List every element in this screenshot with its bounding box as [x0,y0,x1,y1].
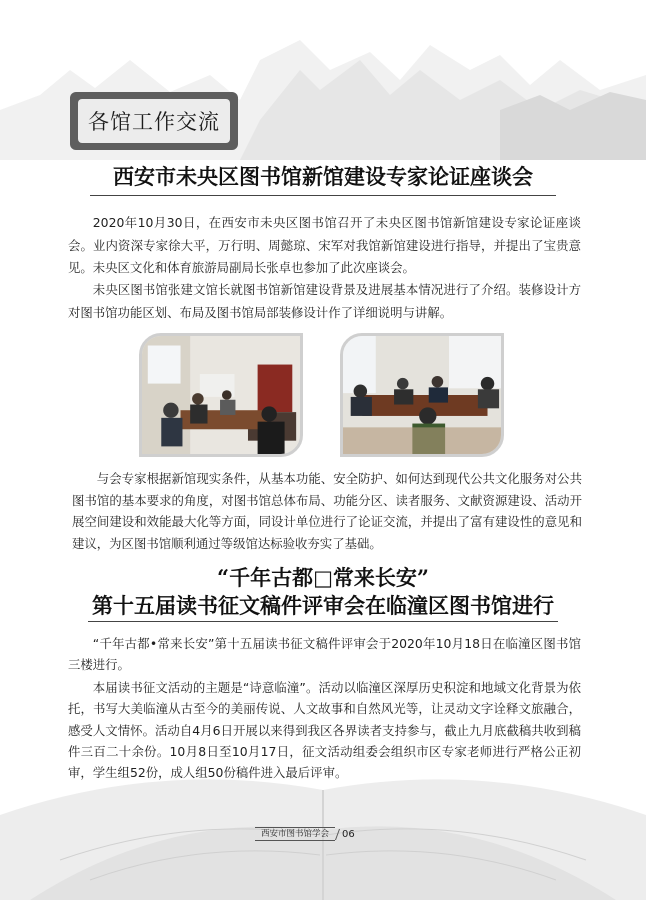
article2-paragraph-2: 本届读书征文活动的主题是“诗意临潼”。活动以临潼区深厚历史积淀和地域文化背景为依托，书写大美临潼从古至今的美丽传说、人文故事和自然风光等，让灵动文字诠释文旅融合，感受人文情怀。活动自4月6日开展以来得到我区各界读者支持参与，截止九月底截稿共收到稿件三百二十余份。10月8日至10月17日，征文活动组委会组织市区专家老师进行严格公正初审，学生组52份，成人组50份稿件进入最后评审。 [68,680,581,781]
article1-title: 西安市未央区图书馆新馆建设专家论证座谈会 [113,164,533,189]
article2-title-line1: “千年古都□常来长安” [217,565,429,590]
section-tag-label: 各馆工作交流 [78,99,230,143]
meeting-photo-right [340,333,504,457]
article2-title-line2: 第十五届读书征文稿件评审会在临潼区图书馆进行 [92,593,554,618]
page-number [335,829,357,840]
article2-paragraph-1: “千年古都•常来长安”第十五届读书征文稿件评审会于2020年10月18日在临潼区图书馆三楼进行。 [68,636,581,673]
article1-paragraph-3: 与会专家根据新馆现实条件，从基本功能、安全防护、如何达到现代公共文化服务对公共图书馆的基本要求的角度，对图书馆总体布局、功能分区、读者服务、文献资源建设、活动开展空间建设和效能最大化等方面，同设计单位进行了论证交流，并提出了富有建设性的意见和建议，为区图书馆顺利通过等级馆达标验收夯实了基础。 [72,471,582,551]
title-underline [90,195,556,196]
article1-paragraph-1: 2020年10月30日，在西安市未央区图书馆召开了未央区图书馆新馆建设专家论证座谈会。业内资深专家徐大平，万行明、周懿琼、宋军对我馆新馆建设进行指导，并提出了宝贵意见。未央区文化和体育旅游局副局长张卓也参加了此次座谈会。 [68,215,581,276]
article1-paragraph-2: 未央区图书馆张建文馆长就图书馆新馆建设背景及进展基本情况进行了介绍。装修设计方对图书馆功能区划、布局及图书馆局部装修设计作了详细说明与讲解。 [68,282,581,320]
page-number-text: 06 [342,828,355,840]
title-underline [88,621,558,622]
meeting-photo-left [139,333,303,457]
section-tag [70,92,238,150]
footer-label: 西安市图书馆学会 [255,827,335,841]
page-footer [255,826,355,842]
